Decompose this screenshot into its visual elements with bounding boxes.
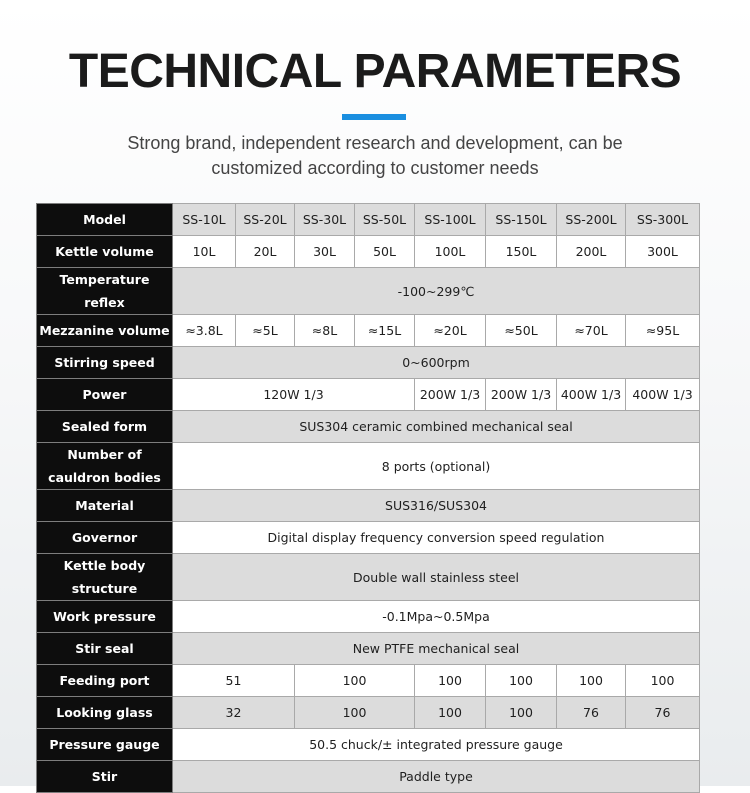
table-cell: ≈50L — [486, 315, 557, 347]
table-cell: 32 — [173, 697, 295, 729]
table-cell: 100 — [415, 665, 486, 697]
table-cell: 0~600rpm — [173, 347, 700, 379]
table-cell: 200W 1/3 — [415, 379, 486, 411]
row-label: Work pressure — [37, 601, 173, 633]
row-label: Governor — [37, 522, 173, 554]
table-cell: SUS304 ceramic combined mechanical seal — [173, 411, 700, 443]
row-label: Kettle body structure — [37, 554, 173, 601]
table-cell: Double wall stainless steel — [173, 554, 700, 601]
table-row — [37, 697, 700, 729]
table-cell: ≈3.8L — [173, 315, 236, 347]
table-cell: ≈8L — [295, 315, 355, 347]
table-row — [37, 204, 700, 236]
table-row — [37, 601, 700, 633]
table-row — [37, 268, 700, 315]
table-cell: Digital display frequency conversion speed regulation — [173, 522, 700, 554]
table-cell: 100 — [295, 665, 415, 697]
table-cell: SS-30L — [295, 204, 355, 236]
table-cell: ≈70L — [557, 315, 626, 347]
table-row — [37, 665, 700, 697]
table-cell: 120W 1/3 — [173, 379, 415, 411]
table-row — [37, 315, 700, 347]
row-label: Material — [37, 490, 173, 522]
spec-table — [36, 203, 700, 793]
table-cell: 150L — [486, 236, 557, 268]
table-row — [37, 490, 700, 522]
table-cell: 200L — [557, 236, 626, 268]
table-cell: -100~299℃ — [173, 268, 700, 315]
row-label: Kettle volume — [37, 236, 173, 268]
table-cell: 20L — [236, 236, 295, 268]
table-cell: SS-20L — [236, 204, 295, 236]
row-label: Stir — [37, 761, 173, 793]
table-cell: ≈20L — [415, 315, 486, 347]
table-row — [37, 761, 700, 793]
table-row — [37, 522, 700, 554]
table-cell: 100 — [486, 665, 557, 697]
row-label: Temperature reflex — [37, 268, 173, 315]
table-cell: 50.5 chuck/± integrated pressure gauge — [173, 729, 700, 761]
row-label: Mezzanine volume — [37, 315, 173, 347]
title-accent-bar — [342, 114, 406, 120]
table-cell: 8 ports (optional) — [173, 443, 700, 490]
table-cell: 76 — [557, 697, 626, 729]
table-cell: 400W 1/3 — [557, 379, 626, 411]
table-cell: 50L — [355, 236, 415, 268]
table-cell: 300L — [626, 236, 700, 268]
table-cell: SS-200L — [557, 204, 626, 236]
table-cell: 30L — [295, 236, 355, 268]
table-row — [37, 379, 700, 411]
row-label: Power — [37, 379, 173, 411]
table-cell: ≈5L — [236, 315, 295, 347]
row-label: Stirring speed — [37, 347, 173, 379]
table-cell: 100 — [486, 697, 557, 729]
table-cell: 51 — [173, 665, 295, 697]
table-cell: SS-300L — [626, 204, 700, 236]
table-row — [37, 633, 700, 665]
table-cell: Paddle type — [173, 761, 700, 793]
spec-table-body — [37, 204, 700, 793]
table-cell: 10L — [173, 236, 236, 268]
table-cell: SUS316/SUS304 — [173, 490, 700, 522]
table-row — [37, 729, 700, 761]
table-cell: New PTFE mechanical seal — [173, 633, 700, 665]
table-cell: 100 — [295, 697, 415, 729]
table-cell: ≈95L — [626, 315, 700, 347]
table-cell: 76 — [626, 697, 700, 729]
table-cell: SS-150L — [486, 204, 557, 236]
table-row — [37, 554, 700, 601]
table-cell: 400W 1/3 — [626, 379, 700, 411]
row-label: Number of cauldron bodies — [37, 443, 173, 490]
row-label: Feeding port — [37, 665, 173, 697]
page-title: TECHNICAL PARAMETERS — [68, 45, 682, 98]
row-label: Sealed form — [37, 411, 173, 443]
table-cell: SS-100L — [415, 204, 486, 236]
table-cell: 100L — [415, 236, 486, 268]
table-cell: 100 — [557, 665, 626, 697]
row-label: Looking glass — [37, 697, 173, 729]
table-cell: -0.1Mpa~0.5Mpa — [173, 601, 700, 633]
table-cell: SS-50L — [355, 204, 415, 236]
table-row — [37, 411, 700, 443]
table-row — [37, 347, 700, 379]
row-label: Stir seal — [37, 633, 173, 665]
table-cell: 100 — [415, 697, 486, 729]
table-cell: 200W 1/3 — [486, 379, 557, 411]
table-row — [37, 236, 700, 268]
page-subtitle: Strong brand, independent research and development, can be customized according to customer needs — [127, 133, 623, 178]
table-cell: ≈15L — [355, 315, 415, 347]
table-cell: 100 — [626, 665, 700, 697]
table-cell: SS-10L — [173, 204, 236, 236]
table-row — [37, 443, 700, 490]
row-label: Model — [37, 204, 173, 236]
row-label: Pressure gauge — [37, 729, 173, 761]
